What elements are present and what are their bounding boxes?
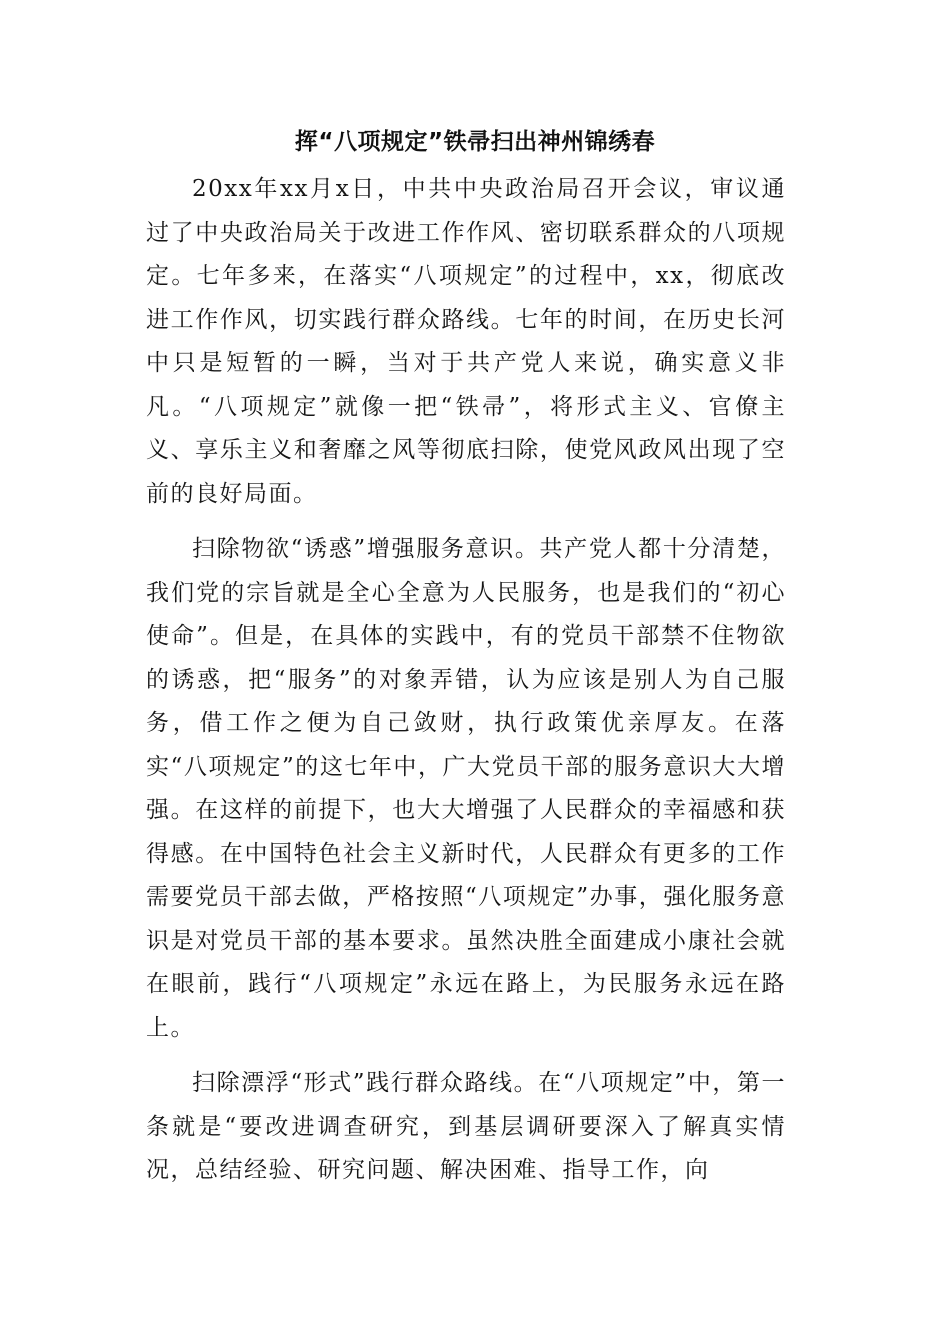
document-body (146, 168, 786, 1205)
paragraph: 20xx年xx月x日，中共中央政治局召开会议，审议通过了中央政治局关于改进工作作风、密切联系群众的八项规定。七年多来，在落实“八项规定”的过程中，xx，彻底改进工作作风，切实践行群众路线。七年的时间，在历史长河中只是短暂的一瞬，当对于共产党人来说，确实意义非凡。“八项规定”就像一把“铁帚”，将形式主义、官僚主义、享乐主义和奢靡之风等彻底扫除，使党风政风出现了空前的良好局面。 (146, 176, 786, 507)
paragraph: 扫除漂浮“形式”践行群众路线。在“八项规定”中，第一条就是“要改进调查研究，到基层调研要深入了解真实情况，总结经验、研究问题、解决困难、指导工作，向 (146, 1070, 786, 1183)
paragraph: 扫除物欲“诱惑”增强服务意识。共产党人都十分清楚，我们党的宗旨就是全心全意为人民服务，也是我们的“初心使命”。但是，在具体的实践中，有的党员干部禁不住物欲的诱惑，把“服务”的对象弄错，认为应该是别人为自己服务，借工作之便为自己敛财，执行政策优亲厚友。在落实“八项规定”的这七年中，广大党员干部的服务意识大大增强。在这样的前提下，也大大增强了人民群众的幸福感和获得感。在中国特色社会主义新时代，人民群众有更多的工作需要党员干部去做，严格按照“八项规定”办事，强化服务意识是对党员干部的基本要求。虽然决胜全面建成小康社会就在眼前，践行“八项规定”永远在路上，为民服务永远在路上。 (146, 536, 786, 1041)
document-title: 挥“八项规定”铁帚扫出神州锦绣春 (294, 129, 656, 155)
